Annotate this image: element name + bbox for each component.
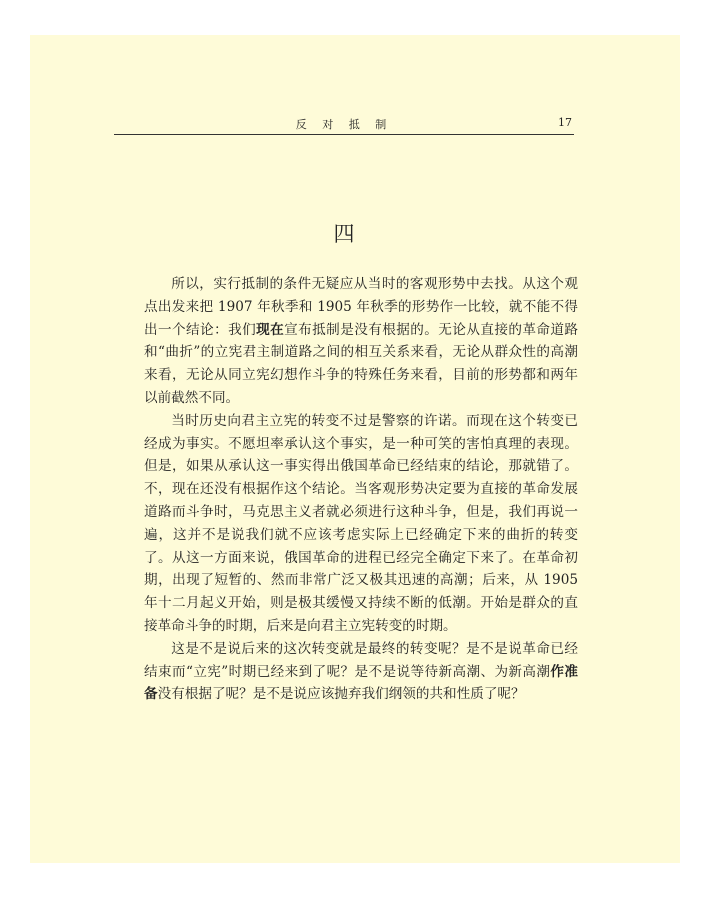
body-text: [144, 273, 578, 706]
paragraph-3-text-c: 没有根据了呢？是不是说应该抛弃我们纲领的共和性质了呢？: [157, 686, 525, 703]
paragraph-1-text-c: 宣布抵制是没有根据的。无论从直接的革命道路和“曲折”的立宪君主制道路之间的相互关系来看，无论从群众性的高潮来看，无论从同立宪幻想作斗争的特殊任务来看，目前的形势都和两年以前截然不同。: [144, 321, 579, 406]
running-head: [114, 114, 574, 134]
paragraph-1-text-a: 所以，实行抵制的条件无疑应从当时的客观形势中去找。从这个观点出发来把 1907 年秋季和 1905 年秋季的形势作一比较，就不能不得出一个结论：我们: [144, 276, 578, 338]
emphasis-xianzai: 现在: [256, 321, 285, 338]
paragraph-2: 当时历史向君主立宪的转变不过是警察的许诺。而现在这个转变已经成为事实。不愿坦率承认这个事实，是一种可笑的害怕真理的表现。但是，如果从承认这一事实得出俄国革命已经结束的结论，那就错了。不，现在还没有根据作这个结论。当客观形势决定要为直接的革命发展道路而斗争时，马克思主义者就必须进行这种斗争，但是，我们再说一遍，这并不是说我们就不应该考虑实际上已经确定下来的曲折的转变了。从这一方面来说，俄国革命的进程已经完全确定下来了。在革命初期，出现了短暂的、然而非常广泛又极其迅速的高潮；后来，从 1905 年十二月起义开始，则是极其缓慢又持续不断的低潮。开始是群众的直接革命斗争的时期，后来是向君主立宪转变的时期。: [144, 412, 578, 634]
header-rule: [114, 134, 574, 135]
paragraph-1: [144, 273, 578, 410]
section-heading: 四: [333, 222, 355, 246]
paragraph-3: [144, 638, 578, 706]
running-title: 反 对 抵 制: [295, 118, 393, 131]
paragraph-3-text-a: 这是不是说后来的这次转变就是最终的转变呢？是不是说革命已经结束而“立宪”时期已经来到了呢？是不是说等待新高潮、为新高潮: [144, 640, 578, 680]
emphasis-zuozhunbei: 作准备: [144, 663, 579, 703]
page-number: 17: [558, 116, 572, 129]
